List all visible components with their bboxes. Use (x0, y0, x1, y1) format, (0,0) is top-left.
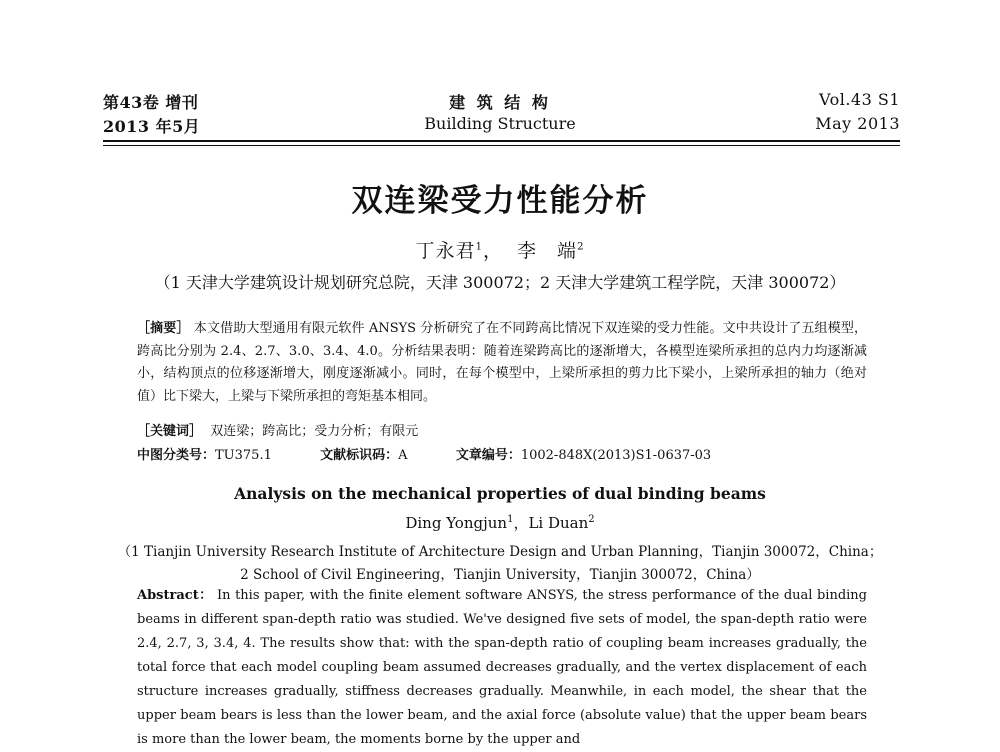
author-name: 李 端 (517, 240, 578, 262)
abstract-cn-text: 本文借助大型通用有限元软件 ANSYS 分析研究了在不同跨高比情况下双连梁的受力性能。文中共设计了五组模型，跨高比分别为 2.4、2.7、3.0、3.4、4.0。分析结果表明：随着连梁跨高比的逐渐增大，各模型连梁所承担的总内力均逐渐减小，结构顶点的位移逐渐增大，刚度逐渐减小。同时，在每个模型中，上梁所承担的剪力比下梁小，上梁所承担的轴力（绝对值）比下梁大，上梁与下梁所承担的弯矩基本相同。 (137, 321, 867, 404)
author-affiliation-mark: 2 (588, 514, 595, 525)
classification-line (137, 444, 711, 463)
journal-name-cn: 建 筑 结 构 (449, 93, 551, 112)
header-rule-thin (103, 145, 900, 146)
author-name: 丁永君 (415, 240, 476, 262)
abstract-en (137, 584, 867, 752)
author-affiliation-mark: 2 (577, 241, 585, 253)
author-name: Li Duan (528, 514, 589, 532)
author-separator: ， (482, 240, 503, 262)
doc-code-label: 文献标识码： (320, 448, 399, 463)
authors-cn (0, 236, 1000, 263)
abstract-cn-label: ［摘要］ (137, 321, 190, 336)
affiliation-cn: （1 天津大学建筑设计规划研究总院，天津 300072；2 天津大学建筑工程学院，天津 300072） (154, 273, 846, 292)
clc-label: 中图分类号： (137, 448, 216, 463)
paper-title-cn: 双连梁受力性能分析 (351, 183, 649, 219)
abstract-en-text: In this paper, with the finite element software ANSYS, the stress performance of the dual binding beams in different span-depth ratio was studied. We've designed five sets of model, the span-depth ratio were 2.4, 2.7, 3, 3.4, 4. The results show that: with the span-depth ratio of coupling beam increases gradually, the total force that each model coupling beam assumed decreases gradually, and the vertex displacement of each structure increases gradually, stiffness decreases gradually. Meanwhile, in each model, the shear that the upper beam bears is less than the lower beam, and the axial force (absolute value) that the upper beam bears is more than the lower beam, the moments borne by the upper and (137, 588, 867, 747)
clc-value: TU375.1 (215, 448, 272, 463)
keywords-cn-text: 双连梁；跨高比；受力分析；有限元 (210, 424, 419, 439)
article-number-label: 文章编号： (455, 448, 521, 463)
abstract-cn (137, 318, 867, 408)
author-affiliation-mark: 1 (507, 514, 514, 525)
keywords-cn-label: ［关键词］ (137, 424, 203, 439)
paper-title-en: Analysis on the mechanical properties of dual binding beams (234, 484, 766, 503)
doc-code-value: A (398, 448, 408, 463)
affiliation-en-line2: 2 School of Civil Engineering，Tianjin University，Tianjin 300072，China） (240, 567, 760, 583)
keywords-cn (137, 420, 418, 439)
journal-date-en: May 2013 (815, 114, 900, 133)
abstract-en-label: Abstract： (137, 588, 213, 603)
header-rule-thick (103, 140, 900, 142)
article-number-value: 1002-848X(2013)S1-0637-03 (520, 448, 712, 463)
author-affiliation-mark: 1 (475, 241, 483, 253)
author-name: Ding Yongjun (405, 514, 508, 532)
journal-volume-en: Vol.43 S1 (818, 90, 900, 109)
author-separator: ， (513, 514, 529, 532)
journal-volume-cn: 第43卷 增刊 (103, 93, 199, 112)
journal-name-en: Building Structure (424, 114, 576, 133)
affiliation-en-line1: （1 Tianjin University Research Institute of Architecture Design and Urban Planning，Tianjin 300072，China； (117, 544, 883, 560)
authors-en (0, 512, 1000, 533)
journal-date-cn: 2013 年5月 (103, 117, 201, 136)
